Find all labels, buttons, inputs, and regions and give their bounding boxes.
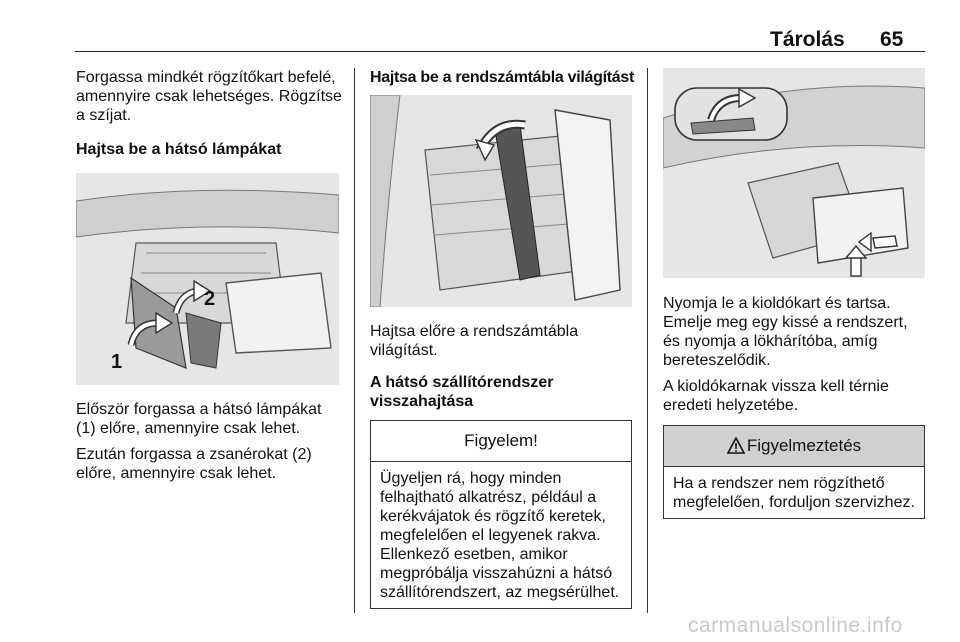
header-rule: [75, 51, 925, 52]
section-heading-plate-light: Hajtsa be a rendszámtábla világítást: [370, 69, 634, 86]
figure-label-2: 2: [204, 288, 216, 310]
column-3: [663, 68, 925, 519]
column-2: [370, 68, 632, 609]
paragraph-press-lever: Nyomja le a kioldókart és tartsa. Emelje meg egy kissé a rendszert, és nyomja a lökhárítóba, amíg bereteszelődik.: [663, 295, 908, 369]
warning-title: Figyelmeztetés: [746, 436, 862, 455]
warning-box: [663, 425, 925, 519]
section-heading-retract: A hátsó szállítórendszer visszahajtása: [370, 374, 554, 410]
warning-triangle-icon: [727, 429, 745, 469]
warning-header: [664, 426, 924, 467]
notice-title: Figyelem!: [371, 421, 631, 462]
page-number: 65: [880, 28, 904, 51]
figure-release-lever: [663, 68, 925, 278]
notice-body: Ügyeljen rá, hogy minden felhajtható alkatrész, például a kerékvájatok és rögzítő keretek, megfelelően el legyenek rakva. Ellenkező esetben, amikor megpróbálja visszahúzni a hátsó szállítórendszert, az megsérülhet.: [380, 470, 620, 601]
column-divider: [647, 68, 648, 613]
figure-plate-light: [370, 95, 632, 307]
column-1: [76, 68, 342, 483]
watermark: carmanualsonline.info: [688, 614, 903, 637]
notice-box: [370, 420, 632, 609]
section-heading-rear-lights: Hajtsa be a hátsó lámpákat: [76, 141, 282, 158]
figure-rear-lights: [76, 173, 339, 385]
paragraph-rotate-hinges: Ezután forgassa a zsanérokat (2) előre, amennyire csak lehet.: [76, 446, 312, 482]
paragraph-fold-plate-light: Hajtsa előre a rendszámtábla világítást.: [370, 323, 579, 359]
warning-body: Ha a rendszer nem rögzíthető megfelelően, forduljon szervizhez.: [673, 475, 915, 511]
column-divider: [354, 68, 355, 613]
paragraph-lever-return: A kioldókarnak vissza kell térnie eredeti helyzetébe.: [663, 378, 889, 414]
page-title: Tárolás: [770, 28, 845, 51]
figure-label-1: 1: [111, 351, 123, 373]
paragraph-rotate-lights: Először forgassa a hátsó lámpákat (1) előre, amennyire csak lehet.: [76, 401, 322, 437]
intro-paragraph: Forgassa mindkét rögzítőkart befelé, amennyire csak lehetséges. Rögzítse a szíjat.: [76, 69, 342, 124]
